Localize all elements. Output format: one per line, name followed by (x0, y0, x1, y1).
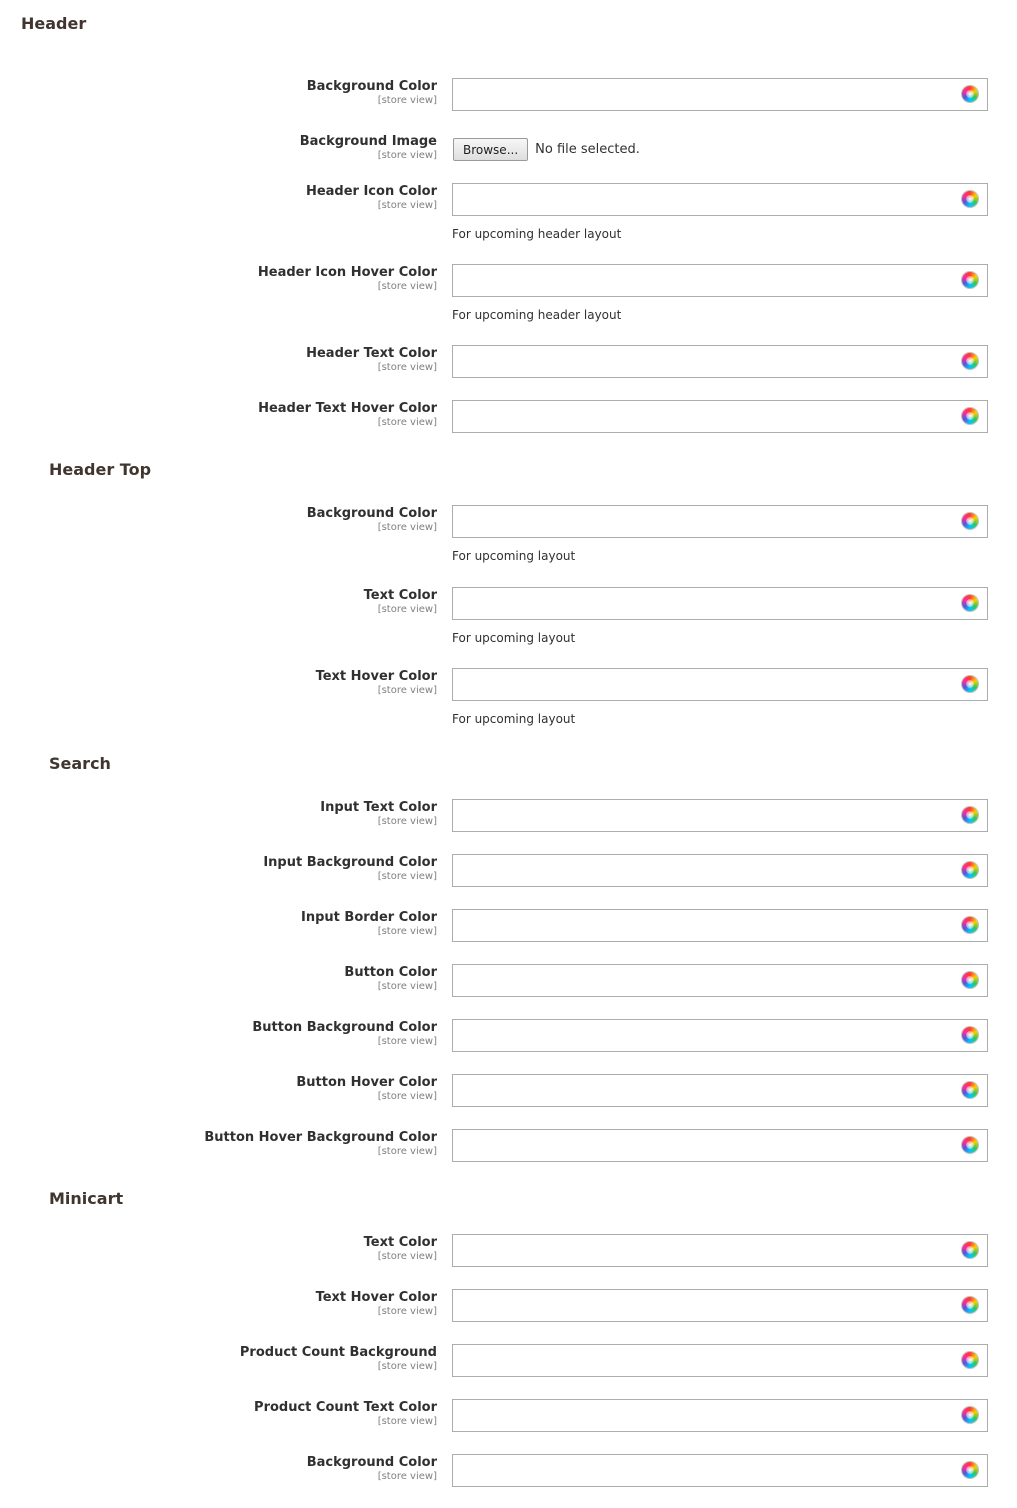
field-label-block (316, 668, 437, 697)
field-label-block (344, 964, 437, 993)
file-status: No file selected. (535, 142, 640, 157)
field-label-block (254, 1399, 437, 1428)
browse-button[interactable]: Browse... (453, 138, 528, 161)
color-input[interactable] (452, 1129, 988, 1162)
field-label: Header Icon Hover Color (257, 265, 437, 280)
field-note: For upcoming header layout (452, 308, 622, 322)
scope-label: [store view] (377, 522, 437, 533)
color-wheel-icon[interactable] (962, 1027, 978, 1043)
color-input[interactable] (452, 264, 988, 297)
page-title: Header (21, 14, 87, 33)
field-label: Input Text Color (320, 800, 437, 815)
scope-label: [store view] (377, 871, 437, 882)
field-label-block (364, 1234, 437, 1263)
color-input[interactable] (452, 1289, 988, 1322)
scope-label: [store view] (377, 1361, 437, 1372)
field-label-block (300, 133, 437, 162)
scope-label: [store view] (377, 1251, 437, 1262)
field-label-block (320, 799, 437, 828)
field-label: Button Color (344, 965, 437, 980)
scope-label: [store view] (377, 200, 437, 211)
field-note: For upcoming layout (452, 712, 576, 726)
field-label-block (307, 505, 437, 534)
field-label: Header Icon Color (305, 184, 437, 199)
color-input[interactable] (452, 587, 988, 620)
color-input[interactable] (452, 799, 988, 832)
file-input (453, 138, 640, 161)
color-wheel-icon[interactable] (962, 917, 978, 933)
color-wheel-icon[interactable] (962, 1462, 978, 1478)
scope-label: [store view] (377, 1416, 437, 1427)
field-label: Input Background Color (263, 855, 437, 870)
scope-label: [store view] (377, 150, 437, 161)
color-input[interactable] (452, 1074, 988, 1107)
color-wheel-icon[interactable] (962, 353, 978, 369)
color-input[interactable] (452, 1234, 988, 1267)
color-wheel-icon[interactable] (962, 1407, 978, 1423)
color-input[interactable] (452, 183, 988, 216)
field-label-block (306, 183, 437, 212)
field-label-block (364, 587, 437, 616)
section-title-search: Search (49, 754, 111, 773)
field-label-block (296, 1074, 437, 1103)
color-input[interactable] (452, 345, 988, 378)
color-input[interactable] (452, 1344, 988, 1377)
field-note: For upcoming header layout (452, 227, 622, 241)
field-label: Text Hover Color (315, 1290, 437, 1305)
scope-label: [store view] (377, 926, 437, 937)
color-wheel-icon[interactable] (962, 86, 978, 102)
field-label: Text Color (363, 588, 437, 603)
scope-label: [store view] (377, 95, 437, 106)
scope-label: [store view] (377, 1471, 437, 1482)
field-label: Button Hover Background Color (204, 1130, 437, 1145)
field-label-block (263, 854, 437, 883)
color-input[interactable] (452, 78, 988, 111)
scope-label: [store view] (377, 1306, 437, 1317)
scope-label: [store view] (377, 816, 437, 827)
field-label-block (307, 78, 437, 107)
color-input[interactable] (452, 1454, 988, 1487)
color-input[interactable] (452, 400, 988, 433)
field-label: Text Hover Color (315, 669, 437, 684)
field-label: Header Text Color (306, 346, 437, 361)
field-label-block (307, 1454, 437, 1483)
color-wheel-icon[interactable] (962, 1352, 978, 1368)
color-wheel-icon[interactable] (962, 1242, 978, 1258)
color-wheel-icon[interactable] (962, 676, 978, 692)
color-input[interactable] (452, 964, 988, 997)
field-label: Header Text Hover Color (258, 401, 437, 416)
field-label: Input Border Color (301, 910, 437, 925)
color-wheel-icon[interactable] (962, 272, 978, 288)
color-input[interactable] (452, 505, 988, 538)
field-label: Text Color (363, 1235, 437, 1250)
color-input[interactable] (452, 854, 988, 887)
scope-label: [store view] (377, 1036, 437, 1047)
color-input[interactable] (452, 668, 988, 701)
field-label-block (252, 1019, 437, 1048)
field-label: Button Hover Color (296, 1075, 437, 1090)
field-note: For upcoming layout (452, 549, 576, 563)
scope-label: [store view] (377, 362, 437, 373)
scope-label: [store view] (377, 604, 437, 615)
color-wheel-icon[interactable] (962, 807, 978, 823)
color-input[interactable] (452, 1019, 988, 1052)
color-wheel-icon[interactable] (962, 1082, 978, 1098)
field-label: Background Color (306, 506, 437, 521)
color-input[interactable] (452, 1399, 988, 1432)
scope-label: [store view] (377, 417, 437, 428)
color-wheel-icon[interactable] (962, 595, 978, 611)
field-note: For upcoming layout (452, 631, 576, 645)
field-label: Background Color (306, 79, 437, 94)
color-wheel-icon[interactable] (962, 862, 978, 878)
scope-label: [store view] (377, 1146, 437, 1157)
scope-label: [store view] (377, 1091, 437, 1102)
field-label-block (306, 345, 437, 374)
section-title-header-top: Header Top (49, 460, 152, 479)
field-label: Product Count Text Color (254, 1400, 437, 1415)
field-label: Background Color (306, 1455, 437, 1470)
field-label: Background Image (299, 134, 437, 149)
color-wheel-icon[interactable] (962, 408, 978, 424)
scope-label: [store view] (377, 685, 437, 696)
field-label: Product Count Background (239, 1345, 437, 1360)
color-wheel-icon[interactable] (962, 972, 978, 988)
field-label-block (204, 1129, 437, 1158)
scope-label: [store view] (377, 981, 437, 992)
color-wheel-icon[interactable] (962, 513, 978, 529)
color-input[interactable] (452, 909, 988, 942)
color-wheel-icon[interactable] (962, 1137, 978, 1153)
field-label-block (240, 1344, 437, 1373)
scope-label: [store view] (377, 281, 437, 292)
color-wheel-icon[interactable] (962, 191, 978, 207)
field-label-block (316, 1289, 437, 1318)
section-title-minicart: Minicart (49, 1189, 124, 1208)
field-label: Button Background Color (252, 1020, 437, 1035)
field-label-block (258, 400, 437, 429)
color-wheel-icon[interactable] (962, 1297, 978, 1313)
field-label-block (301, 909, 437, 938)
field-label-block (258, 264, 437, 293)
